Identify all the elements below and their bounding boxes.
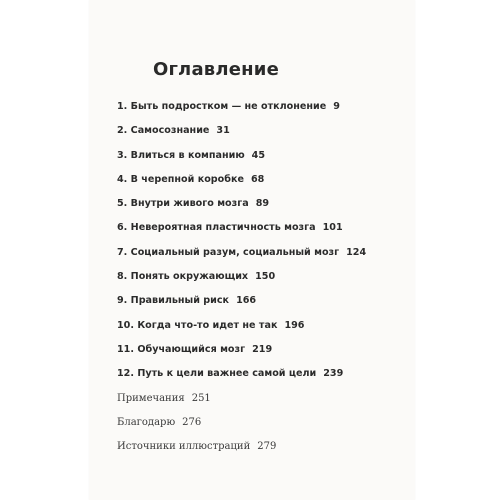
toc-entry-page: 166 <box>236 295 257 307</box>
toc-entry-page: 45 <box>251 149 266 161</box>
toc-entry-page: 101 <box>322 222 343 234</box>
toc-entry-page: 31 <box>216 125 230 137</box>
toc-entry-title: 6. Невероятная пластичность мозга <box>117 222 316 234</box>
toc-entry-page: 124 <box>346 246 367 258</box>
toc-entry <box>117 343 407 367</box>
toc-entry-page: 251 <box>191 392 211 404</box>
toc-entry-page: 279 <box>257 441 277 453</box>
page-title: Оглавление <box>152 59 280 80</box>
toc-entry-title: 2. Самосознание <box>117 125 210 137</box>
toc-entry-page: 276 <box>182 416 202 428</box>
toc-entry <box>117 246 407 270</box>
toc-entry-page: 239 <box>323 368 344 380</box>
toc-entry-title: 1. Быть подростком — не отклонение <box>117 101 327 112</box>
toc-entry-title: 3. Влиться в компанию <box>117 149 245 161</box>
toc-entry-page: 219 <box>252 343 273 355</box>
toc-entry <box>117 294 407 318</box>
toc-entry-title: 10. Когда что-то идет не так <box>117 319 278 331</box>
toc-entry <box>117 173 407 197</box>
toc-entry-page: 150 <box>255 271 276 283</box>
toc-entry-title: 5. Внутри живого мозга <box>117 198 249 210</box>
toc-entry-title: 4. В черепной коробке <box>117 173 244 185</box>
toc-entry-title: 7. Социальный разум, социальный мозг <box>117 246 340 258</box>
toc-entry <box>117 100 407 124</box>
toc-entry <box>117 149 407 173</box>
toc-entry-title: Источники иллюстраций <box>117 441 251 453</box>
toc-extra-entry <box>117 440 407 464</box>
toc-entry <box>117 367 407 391</box>
toc-entry-title: 9. Правильный риск <box>117 295 230 307</box>
toc-entry <box>117 197 407 221</box>
toc-entry-title: Примечания <box>117 392 185 404</box>
toc-entry-page: 196 <box>284 319 305 331</box>
toc-extra-entry <box>117 392 407 416</box>
toc-entry <box>117 270 407 294</box>
toc-entry <box>117 221 407 245</box>
toc-entry-page: 89 <box>255 198 270 210</box>
table-of-contents <box>117 100 407 464</box>
toc-extra-entry <box>117 416 407 440</box>
toc-entry-page: 68 <box>250 173 265 185</box>
toc-entry <box>117 319 407 343</box>
toc-entry-page: 9 <box>333 101 340 112</box>
toc-entry-title: 8. Понять окружающих <box>117 271 249 283</box>
toc-entry-title: 12. Путь к цели важнее самой цели <box>117 368 317 380</box>
toc-entry-title: 11. Обучающийся мозг <box>117 343 246 355</box>
toc-entry-title: Благодарю <box>117 416 176 428</box>
toc-entry <box>117 124 407 148</box>
